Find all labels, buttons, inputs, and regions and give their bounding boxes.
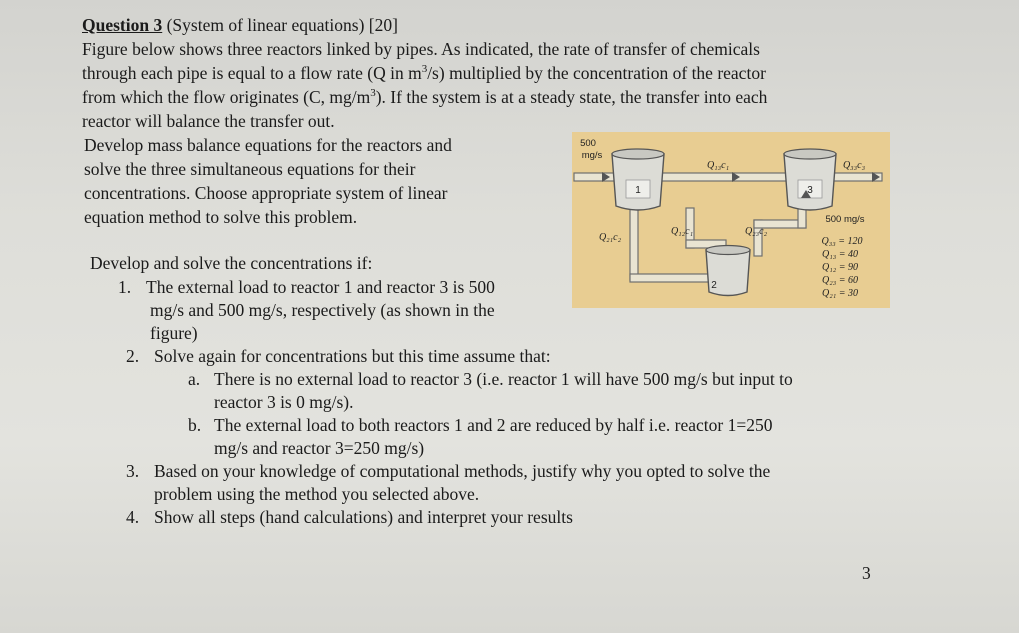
intro-line-1: Figure below shows three reactors linked by pipes. As indicated, the rate of transfer of chemicals xyxy=(82,39,760,59)
reactor-3-label: 3 xyxy=(807,185,813,196)
flow-q23: Q₂₃ = 60 xyxy=(822,275,858,286)
develop-line-4: equation method to solve this problem. xyxy=(84,207,358,227)
flow-q33: Q₃₃ = 120 xyxy=(821,236,863,247)
item-2: 2. Solve again for concentrations but this time assume that: xyxy=(126,346,551,366)
flow-q21: Q₂₁ = 30 xyxy=(822,288,858,299)
reactor-diagram-svg xyxy=(572,132,890,308)
label-q33c3: Q₃₃c₃ xyxy=(842,160,866,171)
intro-line-4: reactor will balance the transfer out. xyxy=(82,111,335,131)
item-1-line-3: figure) xyxy=(150,323,198,343)
pipe-2-to-1-horizontal xyxy=(630,274,715,282)
item-1-line-1: 1. The external load to reactor 1 and reactor 3 is 500 xyxy=(118,277,495,297)
label-q23c2: Q₂₃c₂ xyxy=(744,226,768,237)
subheading: Develop and solve the concentrations if: xyxy=(90,253,373,273)
inflow-3-label: 500 mg/s xyxy=(825,214,865,225)
flow-q12: Q₁₂ = 90 xyxy=(822,262,858,273)
develop-line-1: Develop mass balance equations for the reactors and xyxy=(84,135,452,155)
item-1-line-2: mg/s and 500 mg/s, respectively (as shown in the xyxy=(150,300,495,320)
intro-line-2: through each pipe is equal to a flow rate (Q in $m^3/s$) multiplied by the concentration of the reactor xyxy=(82,63,766,83)
reactor-diagram xyxy=(572,132,890,308)
question-number: Question 3 xyxy=(82,15,163,35)
reactor-2 xyxy=(706,246,750,296)
item-2a-line-2: reactor 3 is 0 mg/s). xyxy=(214,392,354,412)
flow-q13: Q₁₃ = 40 xyxy=(822,249,858,260)
label-q21c2: Q₂₁c₂ xyxy=(598,232,622,243)
pipe-2-to-3-riser xyxy=(798,208,806,228)
item-2b-line-2: mg/s and reactor 3=250 mg/s) xyxy=(214,438,425,458)
page-number: 3 xyxy=(862,563,871,583)
inflow-1-value: 500 xyxy=(580,138,596,149)
pipe-2-to-1-vertical xyxy=(630,208,638,280)
label-q13c1: Q₁₃c₁ xyxy=(706,160,730,171)
question-heading xyxy=(82,14,398,36)
item-4: 4. Show all steps (hand calculations) and interpret your results xyxy=(126,507,573,527)
reactor-2-label: 2 xyxy=(711,280,717,291)
inflow-1-unit: mg/s xyxy=(581,150,603,161)
item-3-line-1: 3. Based on your knowledge of computational methods, justify why you opted to solve the xyxy=(126,461,771,481)
item-3-line-2: problem using the method you selected above. xyxy=(154,484,480,504)
intro-line-3: from which the flow originates (C, $mg/m^3$). If the system is at a steady state, the transfer into each xyxy=(82,87,768,107)
question-topic: (System of linear equations) [20] xyxy=(162,15,398,35)
reactor-3 xyxy=(784,149,836,210)
item-2a-line-1: a. There is no external load to reactor 3 (i.e. reactor 1 will have 500 mg/s but input to xyxy=(188,369,793,389)
pipe-1-to-3 xyxy=(652,173,802,181)
reactor-1 xyxy=(612,149,664,210)
develop-line-2: solve the three simultaneous equations for their xyxy=(84,159,416,179)
label-q12c1: Q₁₂c₁ xyxy=(670,226,694,237)
reactor-1-label: 1 xyxy=(635,185,641,196)
item-2b-line-1: b. The external load to both reactors 1 and 2 are reduced by half i.e. reactor 1=250 xyxy=(188,415,773,435)
develop-line-3: concentrations. Choose appropriate system of linear xyxy=(84,183,448,203)
